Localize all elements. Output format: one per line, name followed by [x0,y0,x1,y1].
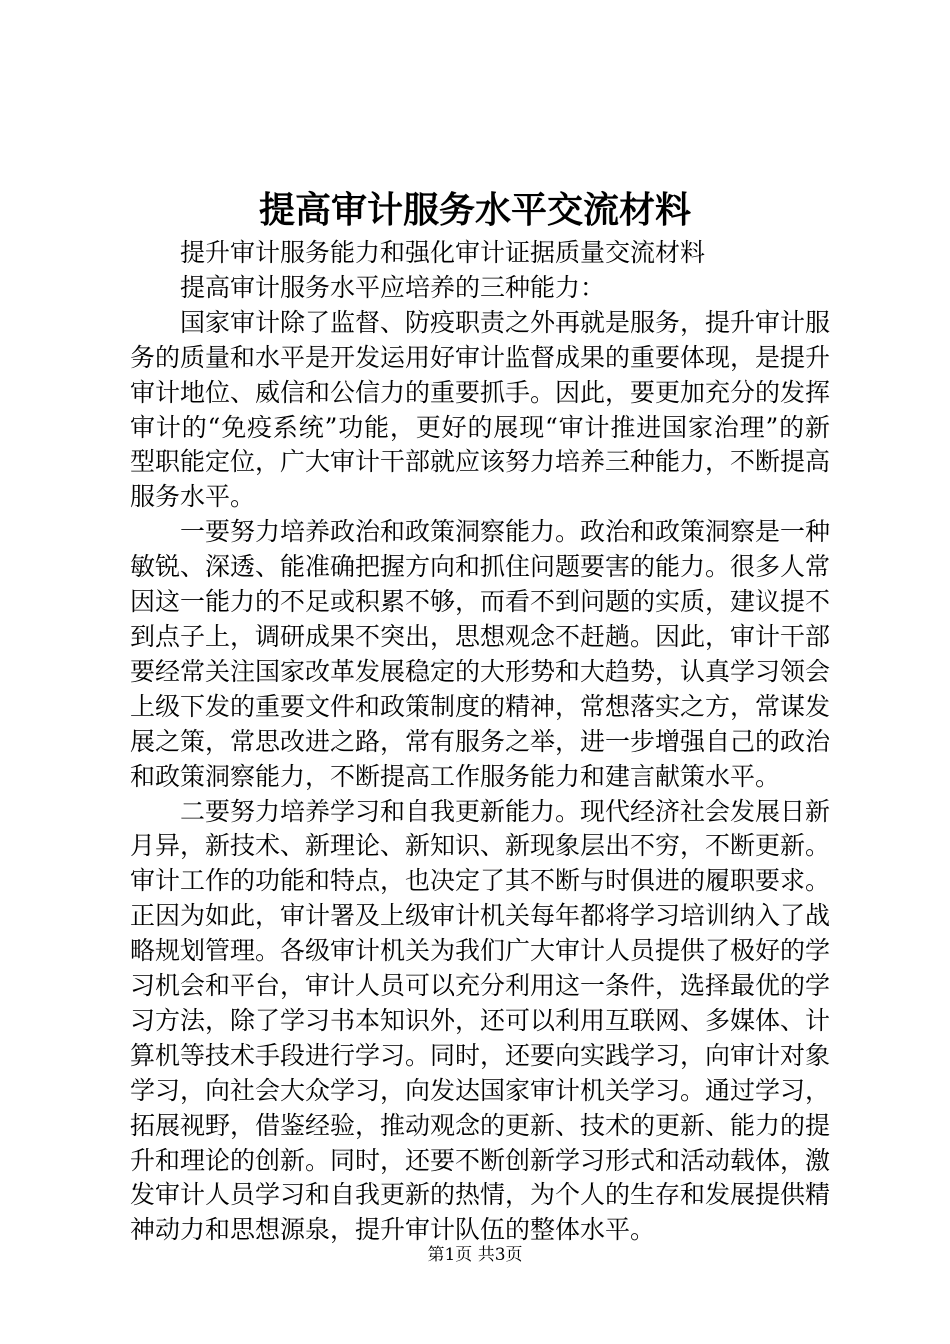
paragraph-subtitle: 提升审计服务能力和强化审计证据质量交流材料 [180,238,706,267]
page-footer: 第1页 共3页 [427,1245,523,1265]
document-body [130,236,830,1248]
paragraph-ability-one: 一要努力培养政治和政策洞察能力。政治和政策洞察是一种敏锐、深透、能准确把握方向和抓住问题要害的能力。很多人常因这一能力的不足或积累不够，而看不到问题的实质，建议提不到点子上，调研成果不突出，思想观念不赶趟。因此，审计干部要经常关注国家改革发展稳定的大形势和大趋势，认真学习领会上级下发的重要文件和政策制度的精神，常想落实之方，常谋发展之策，常思改进之路，常有服务之举，进一步增强自己的政治和政策洞察能力，不断提高工作服务能力和建言献策水平。 [130,517,831,791]
document-title: 提高审计服务水平交流材料 [258,189,691,231]
paragraph-intro: 国家审计除了监督、防疫职责之外再就是服务，提升审计服务的质量和水平是开发运用好审计监督成果的重要体现，是提升审计地位、威信和公信力的重要抓手。因此，要更加充分的发挥审计的“免疫系统”功能，更好的展现“审计推进国家治理”的新型职能定位，广大审计干部就应该努力培养三种能力，不断提高服务水平。 [130,307,831,512]
paragraph-ability-two: 二要努力培养学习和自我更新能力。现代经济社会发展日新月异，新技术、新理论、新知识、新现象层出不穷，不断更新。审计工作的功能和特点，也决定了其不断与时俱进的履职要求。正因为如此，审计署及上级审计机关每年都将学习培训纳入了战略规划管理。各级审计机关为我们广大审计人员提供了极好的学习机会和平台，审计人员可以充分利用这一条件，选择最优的学习方法，除了学习书本知识外，还可以利用互联网、多媒体、计算机等技术手段进行学习。同时，还要向实践学习，向审计对象学习，向社会大众学习，向发达国家审计机关学习。通过学习，拓展视野，借鉴经验，推动观念的更新、技术的更新、能力的提升和理论的创新。同时，还要不断创新学习形式和活动载体，激发审计人员学习和自我更新的热情，为个人的生存和发展提供精神动力和思想源泉，提升审计队伍的整体水平。 [130,796,831,1245]
paragraph-heading: 提高审计服务水平应培养的三种能力： [180,272,606,302]
